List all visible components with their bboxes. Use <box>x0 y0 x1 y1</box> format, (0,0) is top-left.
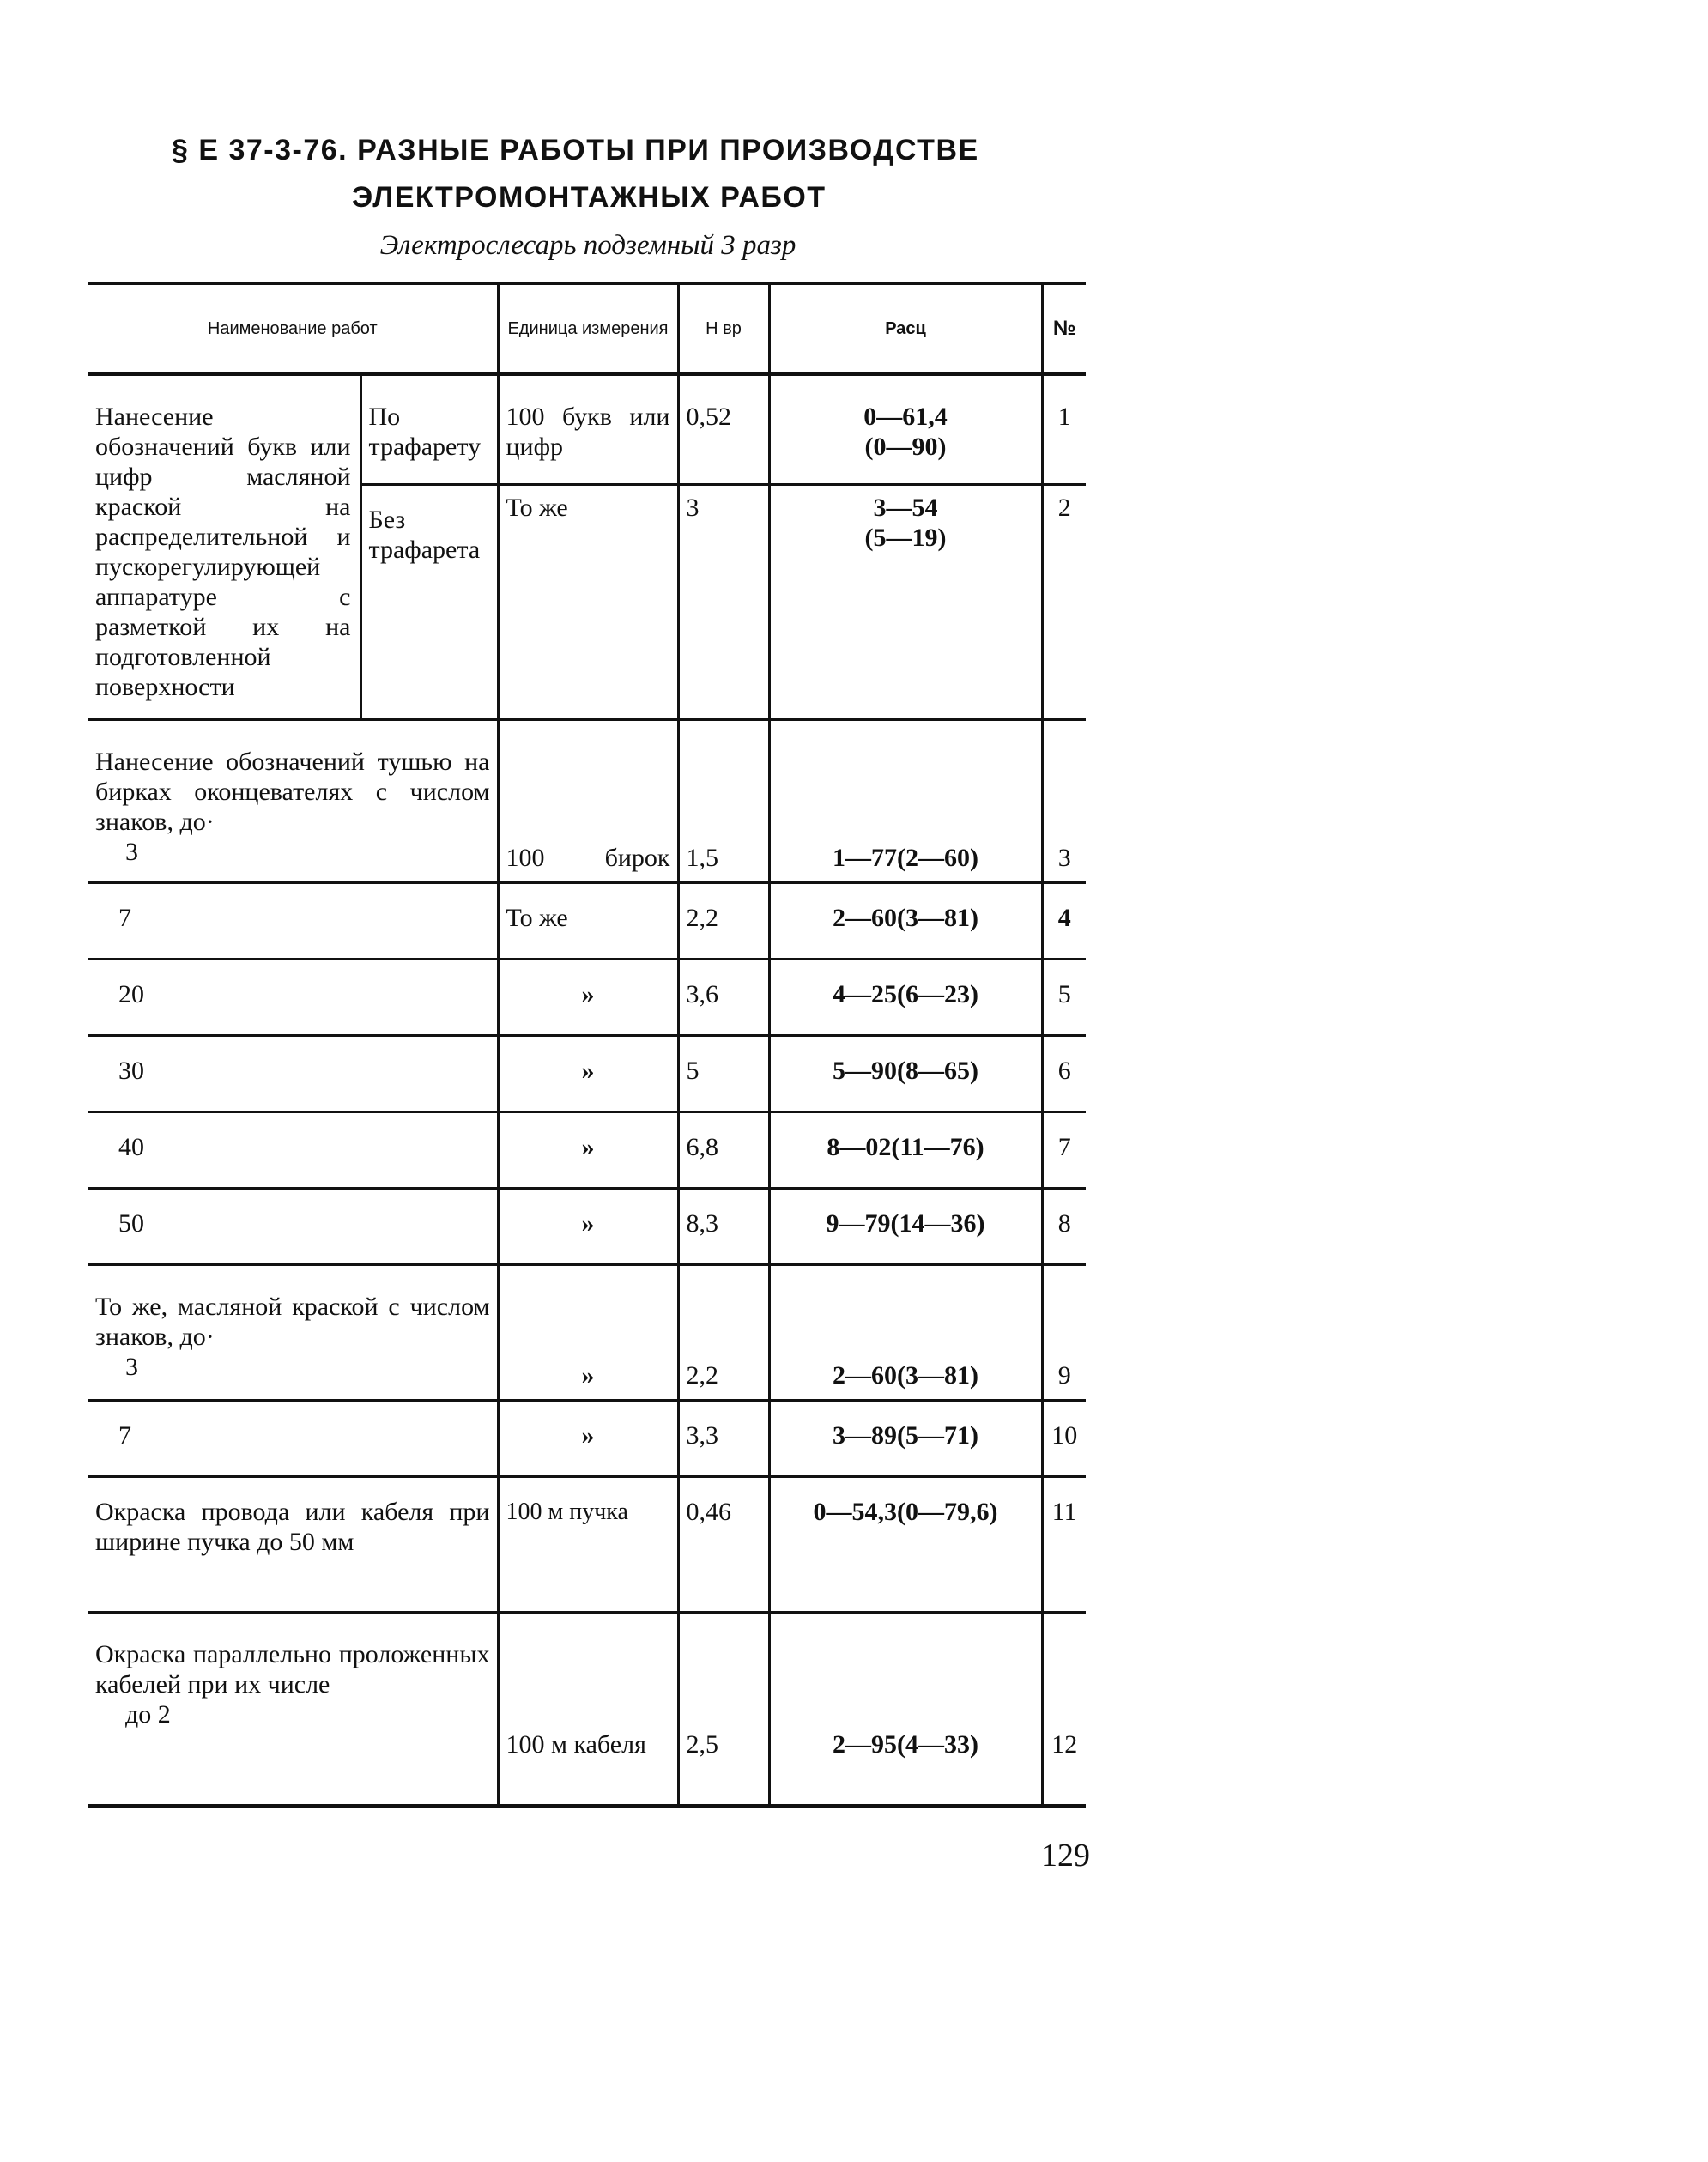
header-rate: Расц <box>769 283 1042 374</box>
section-title-line1: § Е 37-3-76. РАЗНЫЕ РАБОТЫ ПРИ ПРОИЗВОДСТВЕ <box>172 134 979 167</box>
row-rate: 3—89(5—71) <box>769 1400 1042 1476</box>
row-description-text: Окраска параллельно проложенных кабелей при их числе <box>95 1639 490 1699</box>
row-norm: 0,46 <box>678 1476 769 1612</box>
table-row <box>88 882 1086 959</box>
header-number: № <box>1042 283 1086 374</box>
row-norm: 5 <box>678 1035 769 1111</box>
row-rate: 5—90(8—65) <box>769 1035 1042 1111</box>
row-number: 6 <box>1042 1035 1086 1111</box>
row-rate: 2—95(4—33) <box>769 1612 1042 1806</box>
row-number: 9 <box>1042 1264 1086 1400</box>
table-row <box>88 1476 1086 1612</box>
row-unit: То же <box>498 882 678 959</box>
row-unit: » <box>498 959 678 1035</box>
row-unit: » <box>498 1400 678 1476</box>
row-norm: 2,2 <box>678 882 769 959</box>
row-description <box>88 1264 498 1400</box>
row-description-text: То же, масляной краской с числом знаков, до· <box>95 1292 490 1351</box>
row-label: 40 <box>88 1111 498 1188</box>
header-norm: Н вр <box>678 283 769 374</box>
row-label: 50 <box>88 1188 498 1264</box>
row-unit: 100 м пучка <box>498 1476 678 1612</box>
row-rate: 2—60(3—81) <box>769 1264 1042 1400</box>
table-row <box>88 1400 1086 1476</box>
row-method: По трафарету <box>360 374 498 484</box>
row-unit <box>498 1612 678 1806</box>
row-number: 7 <box>1042 1111 1086 1188</box>
row-unit: То же <box>498 484 678 719</box>
row-norm: 2,2 <box>678 1264 769 1400</box>
table-row <box>88 374 1086 484</box>
row-norm: 3,3 <box>678 1400 769 1476</box>
rate-value: 0—61,4 <box>863 403 948 431</box>
row-norm: 0,52 <box>678 374 769 484</box>
row-norm: 1,5 <box>678 719 769 882</box>
row-number: 4 <box>1042 882 1086 959</box>
rate-value-alt: (0—90) <box>864 433 947 461</box>
row-label: 3 <box>125 1352 138 1381</box>
row-rate <box>769 484 1042 719</box>
row-number: 8 <box>1042 1188 1086 1264</box>
row-number: 11 <box>1042 1476 1086 1612</box>
row-unit: » <box>498 1264 678 1400</box>
row-label: до 2 <box>125 1699 171 1729</box>
row-unit: 100 букв или цифр <box>498 374 678 484</box>
row-label: 20 <box>88 959 498 1035</box>
row-unit: » <box>498 1188 678 1264</box>
table-row <box>88 959 1086 1035</box>
header-name: Наименование работ <box>88 283 498 374</box>
row-label: 3 <box>125 837 138 866</box>
row-number: 1 <box>1042 374 1086 484</box>
section-title <box>172 127 1116 221</box>
row-label: 30 <box>88 1035 498 1111</box>
row-norm: 2,5 <box>678 1612 769 1806</box>
row-rate: 0—54,3(0—79,6) <box>769 1476 1042 1612</box>
row-number: 10 <box>1042 1400 1086 1476</box>
rate-value: 3—54 <box>873 493 938 522</box>
row-rate: 4—25(6—23) <box>769 959 1042 1035</box>
row-norm: 3 <box>678 484 769 719</box>
table-row <box>88 1612 1086 1806</box>
table-header-row <box>88 283 1086 374</box>
row-rate: 2—60(3—81) <box>769 882 1042 959</box>
row-number: 12 <box>1042 1612 1086 1806</box>
row-number: 2 <box>1042 484 1086 719</box>
row-description <box>88 719 498 882</box>
row-description: Окраска провода или кабеля при ширине пучка до 50 мм <box>88 1476 498 1612</box>
row-rate: 8—02(11—76) <box>769 1111 1042 1188</box>
row-number: 5 <box>1042 959 1086 1035</box>
norms-table <box>88 282 1086 1808</box>
row-norm: 8,3 <box>678 1188 769 1264</box>
table-row <box>88 1264 1086 1400</box>
row-method: Без трафарета <box>360 484 498 719</box>
section-title-line2: ЭЛЕКТРОМОНТАЖНЫХ РАБОТ <box>352 181 827 214</box>
header-unit: Единица измерения <box>498 283 678 374</box>
row-unit: » <box>498 1111 678 1188</box>
row-unit: 100 бирок <box>498 719 678 882</box>
table-row <box>88 1035 1086 1111</box>
row-unit-text: 100 м кабеля <box>506 1729 646 1759</box>
row-norm: 6,8 <box>678 1111 769 1188</box>
page-number: 129 <box>1041 1838 1090 1874</box>
worker-category: Электрослесарь подземный 3 разр <box>379 230 796 261</box>
row-rate: 9—79(14—36) <box>769 1188 1042 1264</box>
table-row <box>88 1188 1086 1264</box>
row-norm: 3,6 <box>678 959 769 1035</box>
row-label: 7 <box>88 882 498 959</box>
row-rate: 1—77(2—60) <box>769 719 1042 882</box>
rate-value-alt: (5—19) <box>864 523 947 552</box>
table-row <box>88 719 1086 882</box>
table-row <box>88 1111 1086 1188</box>
row-number: 3 <box>1042 719 1086 882</box>
row-description-text: Нанесение обозначений тушью на бирках оконцевателях с числом знаков, до· <box>95 747 490 836</box>
row-unit: » <box>498 1035 678 1111</box>
row-description <box>88 1612 498 1806</box>
row-description: Нанесение обозначений букв или цифр масляной краской на распределительной и пускорегулирующей аппаратуре с разметкой их на подготовленной поверхности <box>88 374 360 719</box>
row-rate <box>769 374 1042 484</box>
row-label: 7 <box>88 1400 498 1476</box>
